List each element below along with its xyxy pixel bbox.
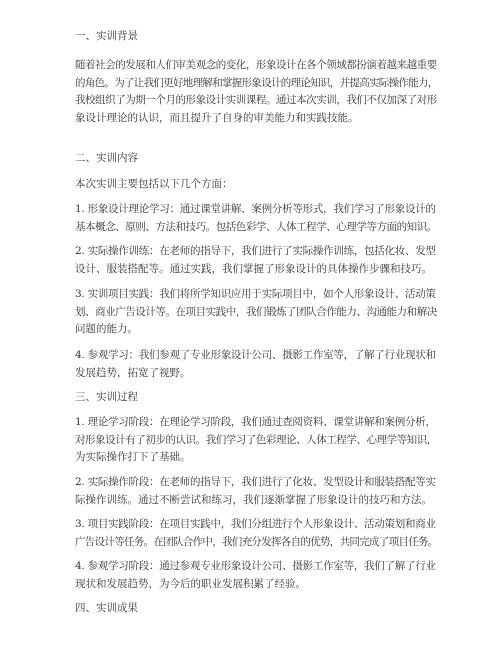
- text-line: 广告设计等任务。在团队合作中，我们充分发挥各自的优势，共同完成了项目任务。: [75, 535, 438, 548]
- text-line: 4. 参观学习阶段：通过参观专业形象设计公司、摄影工作室等，我们了解了行业: [75, 560, 436, 572]
- text-line: 划、商业广告设计等。在项目实践中，我们锻炼了团队合作能力、沟通能力和解决: [75, 305, 437, 318]
- content-item-4: [75, 347, 435, 382]
- section-heading-results: 四、实训成果: [75, 602, 138, 614]
- text-line: 设计、服装搭配等。通过实践，我们掌握了形象设计的具体操作步骤和技巧。: [75, 262, 432, 275]
- text-line: 1. 理论学习阶段：在理论学习阶段，我们通过查阅资料、课堂讲解和案例分析，: [75, 416, 436, 428]
- text-line: 我校组织了为期一个月的形象设计实训课程。通过本次实训，我们不仅加深了对形: [75, 94, 437, 106]
- text-line: 现状和发展趋势，为今后的职业发展积累了经验。: [75, 577, 306, 590]
- text-line: 2. 实际操作阶段：在老师的指导下，我们进行了化妆、发型设计和服装搭配等实: [75, 476, 436, 488]
- text-line: 3. 项目实践阶段：在项目实践中，我们分组进行个人形象设计、活动策划和商业: [75, 518, 436, 530]
- text-line: 本次实训主要包括以下几个方面：: [75, 178, 233, 190]
- text-line: 象设计理论的认识，而且提升了自身的审美能力和实践技能。: [75, 111, 359, 124]
- content-intro: [75, 176, 435, 194]
- process-item-2: [75, 474, 435, 509]
- process-item-4: [75, 558, 435, 593]
- process-item-1: [75, 414, 435, 467]
- content-item-1: [75, 201, 435, 236]
- text-line: 随着社会的发展和人们审美观念的变化，形象设计在各个领域都扮演着越来越重要: [75, 59, 437, 71]
- section-heading-background: 一、实训背景: [75, 30, 138, 42]
- content-item-2: [75, 243, 435, 278]
- text-line: 基本概念、原则、方法和技巧。包括色彩学、人体工程学、心理学等方面的知识。: [75, 220, 437, 233]
- section-heading-process: 三、实训过程: [75, 391, 138, 403]
- text-line: 对形象设计有了初步的认识。我们学习了色彩理论、人体工程学、心理学等知识，: [75, 433, 437, 446]
- text-line: 4. 参观学习：我们参观了专业形象设计公司、摄影工作室等，了解了行业现状和: [75, 349, 436, 361]
- text-line: 1. 形象设计理论学习：通过课堂讲解、案例分析等形式，我们学习了形象设计的: [75, 203, 436, 215]
- background-paragraph: [75, 57, 438, 127]
- text-line: 际操作训练。通过不断尝试和练习，我们逐渐掌握了形象设计的技巧和方法。: [75, 493, 432, 506]
- text-line: 为实际操作打下了基础。: [75, 451, 191, 463]
- content-item-3: [75, 286, 435, 339]
- text-line: 的角色。为了让我们更好地理解和掌握形象设计的理论知识，并提高实际操作能力，: [75, 76, 438, 89]
- text-line: 问题的能力。: [75, 323, 138, 335]
- text-line: 2. 实际操作训练：在老师的指导下，我们进行了实际操作训练，包括化妆、发型: [75, 245, 436, 257]
- text-line: 发展趋势，拓宽了视野。: [75, 366, 191, 379]
- process-item-3: [75, 516, 438, 551]
- text-line: 3. 实训项目实践：我们将所学知识应用于实际项目中，如个人形象设计、活动策: [75, 288, 436, 300]
- section-heading-content: 二、实训内容: [75, 152, 138, 164]
